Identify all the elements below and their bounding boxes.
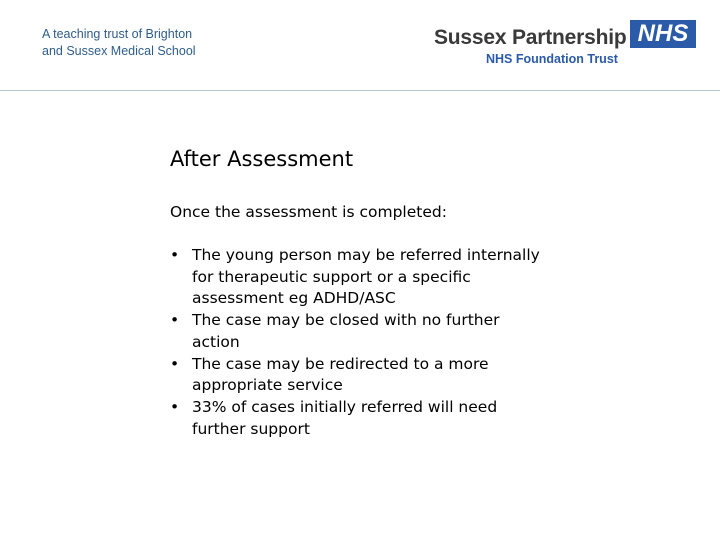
affiliation-line-2: and Sussex Medical School — [42, 44, 196, 58]
bullet-item: • 33% of cases initially referred will need further support — [170, 397, 550, 440]
slide-title: After Assessment — [170, 147, 354, 171]
affiliation-text — [42, 26, 196, 60]
header-divider — [0, 90, 720, 91]
org-name: Sussex Partnership — [434, 26, 627, 49]
slide-intro: Once the assessment is completed: — [170, 203, 447, 221]
bullet-item: • The young person may be referred internally for therapeutic support or a specific assessment eg ADHD/ASC — [170, 245, 550, 310]
bullet-item: • The case may be redirected to a more appropriate service — [170, 354, 550, 397]
bullet-item: • The case may be closed with no further action — [170, 310, 550, 353]
nhs-logo: NHS — [630, 20, 696, 48]
org-subtitle: NHS Foundation Trust — [486, 52, 618, 66]
affiliation-line-1: A teaching trust of Brighton — [42, 27, 193, 41]
bullet-list — [170, 245, 550, 440]
